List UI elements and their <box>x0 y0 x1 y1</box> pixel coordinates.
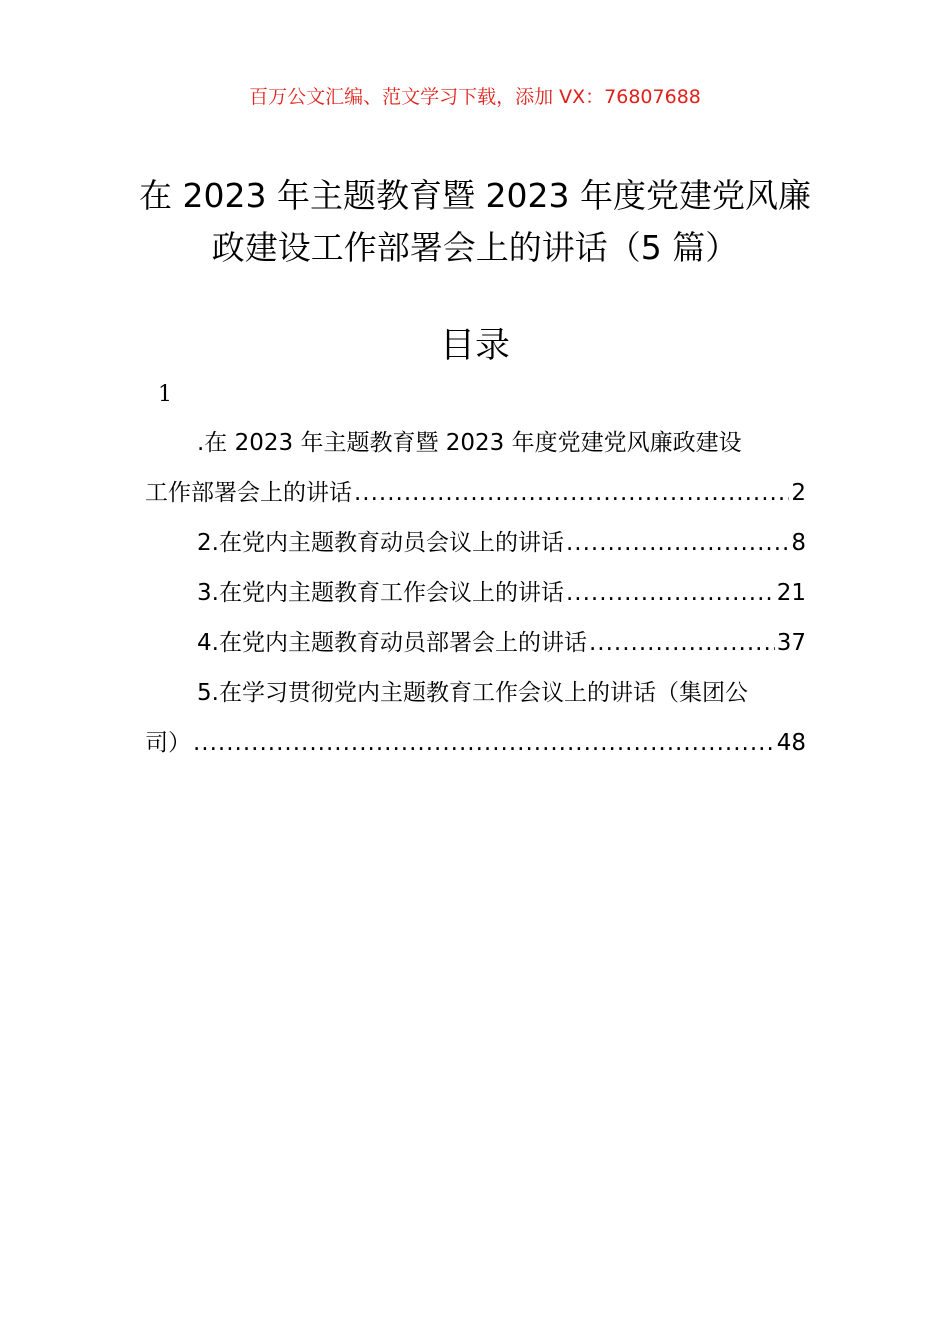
dot-leader <box>354 468 789 518</box>
toc-entry-line <box>145 518 806 568</box>
toc-entry-line <box>145 618 806 668</box>
header-note: 百万公文汇编、范文学习下载，添加 VX：76807688 <box>249 86 701 108</box>
toc-entry-text: 司） <box>145 730 191 756</box>
toc-entry-line <box>145 568 806 618</box>
table-of-contents <box>145 418 806 768</box>
toc-entry-text: .在 2023 年主题教育暨 2023 年度党建党风廉政建设 <box>197 430 742 456</box>
title-line-1: 在 2023 年主题教育暨 2023 年度党建党风廉 <box>139 176 811 215</box>
toc-entry-line <box>145 418 806 468</box>
toc-entry-text: 4.在党内主题教育动员部署会上的讲话 <box>197 630 587 656</box>
dot-leader <box>566 568 775 618</box>
toc-entry-4[interactable] <box>145 618 806 668</box>
toc-entry-3[interactable] <box>145 568 806 618</box>
toc-page-number: 2 <box>791 480 806 506</box>
toc-entry-5[interactable] <box>145 668 806 768</box>
toc-entry-line <box>145 668 806 718</box>
toc-entry-1[interactable] <box>145 418 806 518</box>
title-line-2: 政建设工作部署会上的讲话（5 篇） <box>211 228 739 267</box>
toc-entry-text: 2.在党内主题教育动员会议上的讲话 <box>197 530 564 556</box>
toc-entry-text: 5.在学习贯彻党内主题教育工作会议上的讲话（集团公 <box>197 680 748 706</box>
toc-page-number: 48 <box>776 730 806 756</box>
toc-entry-text: 3.在党内主题教育工作会议上的讲话 <box>197 580 564 606</box>
toc-page-number: 37 <box>776 630 806 656</box>
toc-page-number: 21 <box>776 580 806 606</box>
toc-entry-line <box>145 468 806 518</box>
toc-entry-2[interactable] <box>145 518 806 568</box>
stray-number: 1 <box>158 382 172 407</box>
toc-page-number: 8 <box>791 530 806 556</box>
dot-leader <box>589 618 775 668</box>
dot-leader <box>193 718 775 768</box>
document-title <box>120 170 830 274</box>
toc-entry-line <box>145 718 806 768</box>
toc-heading: 目录 <box>439 326 510 366</box>
dot-leader <box>566 518 789 568</box>
toc-entry-text: 工作部署会上的讲话 <box>145 480 352 506</box>
